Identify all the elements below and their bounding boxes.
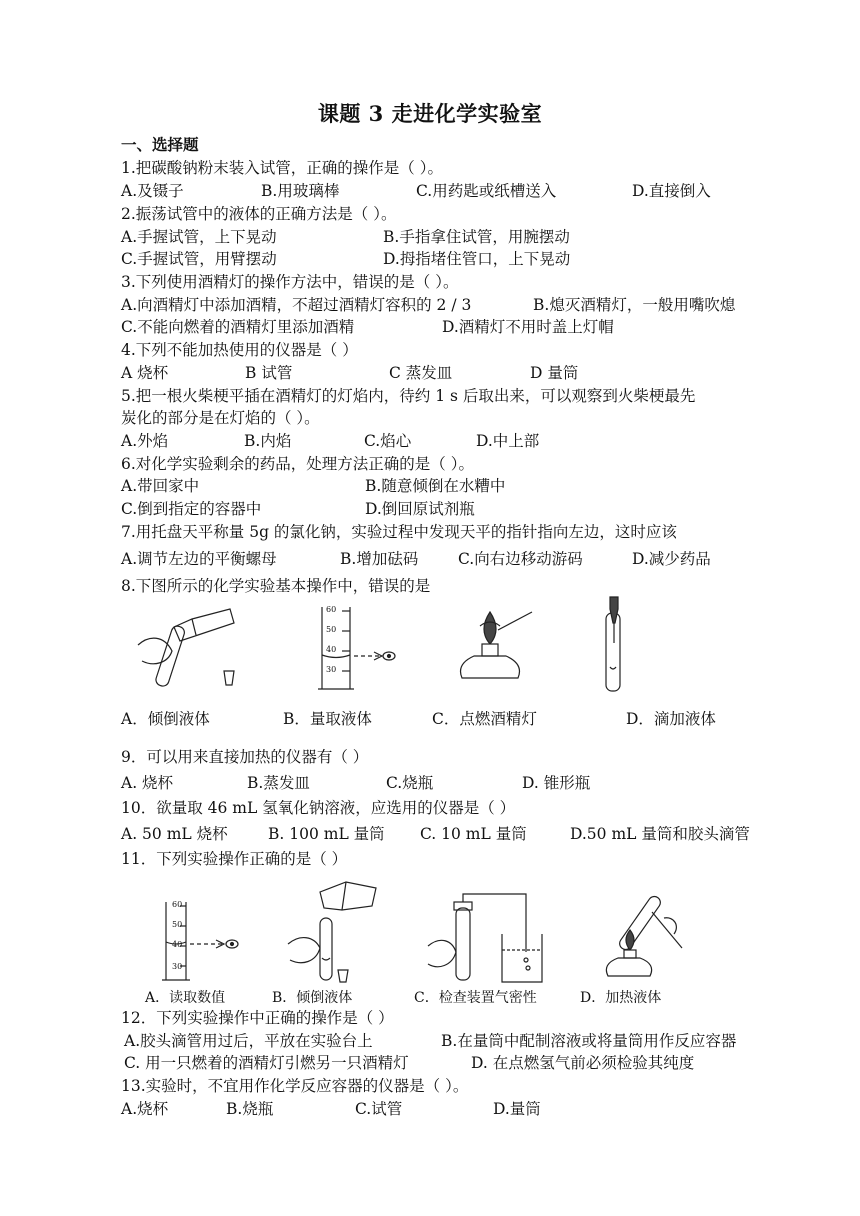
- q12-option-a: A.胶头滴管用过后，平放在实验台上: [124, 1032, 373, 1050]
- section-heading: 一、选择题: [121, 135, 199, 154]
- q5-option-d: D.中上部: [476, 432, 540, 450]
- question-10-stem: 10．欲量取 46 mL 氢氧化钠溶液，应选用的仪器是（ ）: [121, 799, 516, 817]
- question-4-stem: 4.下列不能加热使用的仪器是（ ）: [121, 341, 358, 359]
- pour-liquid-illustration: [134, 605, 244, 690]
- q6-option-d: D.倒回原试剂瓶: [365, 500, 475, 518]
- q3-option-d: D.酒精灯不用时盖上灯帽: [442, 318, 614, 336]
- q1-option-c: C.用药匙或纸槽送入: [416, 182, 557, 200]
- q9-option-c: C.烧瓶: [386, 774, 434, 792]
- q13-option-b: B.烧瓶: [226, 1100, 274, 1118]
- q11-heat-liquid-illustration: [594, 888, 686, 986]
- q4-option-b: B 试管: [245, 364, 293, 382]
- q4-option-c: C 蒸发皿: [389, 364, 453, 382]
- question-8-stem: 8.下图所示的化学实验基本操作中，错误的是: [121, 577, 431, 595]
- q3-option-b: B.熄灭酒精灯，一般用嘴吹熄: [533, 296, 736, 314]
- q5-option-a: A.外焰: [121, 432, 169, 450]
- page-title: 课题 3 走进化学实验室: [317, 101, 543, 126]
- q10-option-d: D.50 mL 量筒和胶头滴管: [570, 825, 750, 843]
- b-tick-30: 30: [326, 665, 337, 674]
- q9-option-a: A. 烧杯: [121, 774, 174, 792]
- q9-option-b: B.蒸发皿: [247, 774, 310, 792]
- q10-option-c: C. 10 mL 量筒: [420, 825, 527, 843]
- q11-option-b: B．倾倒液体: [272, 990, 353, 1006]
- q1-option-b: B.用玻璃棒: [261, 182, 340, 200]
- q11-option-d: D．加热液体: [580, 990, 662, 1006]
- q2-option-d: D.拇指堵住管口，上下晃动: [383, 250, 571, 268]
- q12-option-d: D. 在点燃氢气前必须检验其纯度: [471, 1054, 695, 1072]
- q7-option-d: D.减少药品: [632, 550, 711, 568]
- question-11-stem: 11．下列实验操作正确的是（ ）: [121, 850, 348, 868]
- alcohol-lamp-illustration: [454, 608, 534, 692]
- q11-tick-60: 60: [172, 900, 183, 909]
- dropper-illustration: [588, 595, 638, 695]
- q11-airtight-illustration: [424, 890, 548, 986]
- q12-option-b: B.在量筒中配制溶液或将量筒用作反应容器: [441, 1032, 737, 1050]
- question-5-stem-line2: 炭化的部分是在灯焰的（ ）。: [121, 409, 320, 427]
- q8-option-a: A．倾倒液体: [121, 710, 210, 728]
- question-12-stem: 12．下列实验操作中正确的操作是（ ）: [121, 1009, 394, 1027]
- question-6-stem: 6.对化学实验剩余的药品，处理方法正确的是（ ）。: [121, 455, 474, 473]
- q4-option-d: D 量筒: [530, 364, 579, 382]
- q10-option-a: A. 50 mL 烧杯: [121, 825, 228, 843]
- q8-option-b: B．量取液体: [283, 710, 372, 728]
- q10-option-b: B. 100 mL 量筒: [268, 825, 385, 843]
- q13-option-c: C.试管: [355, 1100, 403, 1118]
- q11-tick-30: 30: [172, 962, 183, 971]
- q7-option-c: C.向右边移动游码: [458, 550, 583, 568]
- q1-option-d: D.直接倒入: [632, 182, 711, 200]
- q7-option-a: A.调节左边的平衡螺母: [121, 550, 277, 568]
- question-13-stem: 13.实验时，不宜用作化学反应容器的仪器是（ ）。: [121, 1077, 469, 1095]
- q6-option-a: A.带回家中: [121, 477, 200, 495]
- q3-option-c: C.不能向燃着的酒精灯里添加酒精: [121, 318, 355, 336]
- q6-option-b: B.随意倾倒在水糟中: [365, 477, 506, 495]
- q8-option-c: C．点燃酒精灯: [432, 710, 537, 728]
- question-7-stem: 7.用托盘天平称量 5g 的氯化钠，实验过程中发现天平的指针指向左边，这时应该: [121, 523, 677, 541]
- q11-pour-illustration: [284, 878, 384, 984]
- question-5-stem-line1: 5.把一根火柴梗平插在酒精灯的灯焰内，待约 1 s 后取出来，可以观察到火柴梗最先: [121, 387, 696, 405]
- q7-option-b: B.增加砝码: [340, 550, 419, 568]
- b-tick-40: 40: [326, 645, 337, 654]
- q13-option-a: A.烧杯: [121, 1100, 169, 1118]
- q2-option-c: C.手握试管，用臂摆动: [121, 250, 277, 268]
- b-tick-50: 50: [326, 625, 337, 634]
- q11-option-a: A．读取数值: [145, 990, 226, 1006]
- q11-tick-40: 40: [172, 940, 183, 949]
- q6-option-c: C.倒到指定的容器中: [121, 500, 262, 518]
- question-3-stem: 3.下列使用酒精灯的操作方法中，错误的是（ ）。: [121, 273, 459, 291]
- q2-option-b: B.手指拿住试管，用腕摆动: [383, 228, 570, 246]
- q3-option-a: A.向酒精灯中添加酒精，不超过酒精灯容积的 2 / 3: [121, 296, 472, 314]
- b-tick-60: 60: [326, 605, 337, 614]
- q5-option-c: C.焰心: [364, 432, 412, 450]
- q11-tick-50: 50: [172, 920, 183, 929]
- q11-option-c: C．检查装置气密性: [414, 990, 537, 1006]
- question-1-stem: 1.把碳酸钠粉末装入试管，正确的操作是（ ）。: [121, 159, 443, 177]
- q8-option-d: D．滴加液体: [626, 710, 716, 728]
- read-cylinder-illustration: [306, 603, 416, 691]
- question-9-stem: 9．可以用来直接加热的仪器有（ ）: [121, 748, 369, 766]
- q12-option-c: C. 用一只燃着的酒精灯引燃另一只酒精灯: [124, 1054, 409, 1072]
- q1-option-a: A.及镊子: [121, 182, 184, 200]
- question-2-stem: 2.振荡试管中的液体的正确方法是（ ）。: [121, 205, 397, 223]
- q5-option-b: B.内焰: [244, 432, 292, 450]
- q13-option-d: D.量筒: [493, 1100, 541, 1118]
- q2-option-a: A.手握试管，上下晃动: [121, 228, 277, 246]
- q4-option-a: A 烧杯: [121, 364, 169, 382]
- q9-option-d: D. 锥形瓶: [522, 774, 591, 792]
